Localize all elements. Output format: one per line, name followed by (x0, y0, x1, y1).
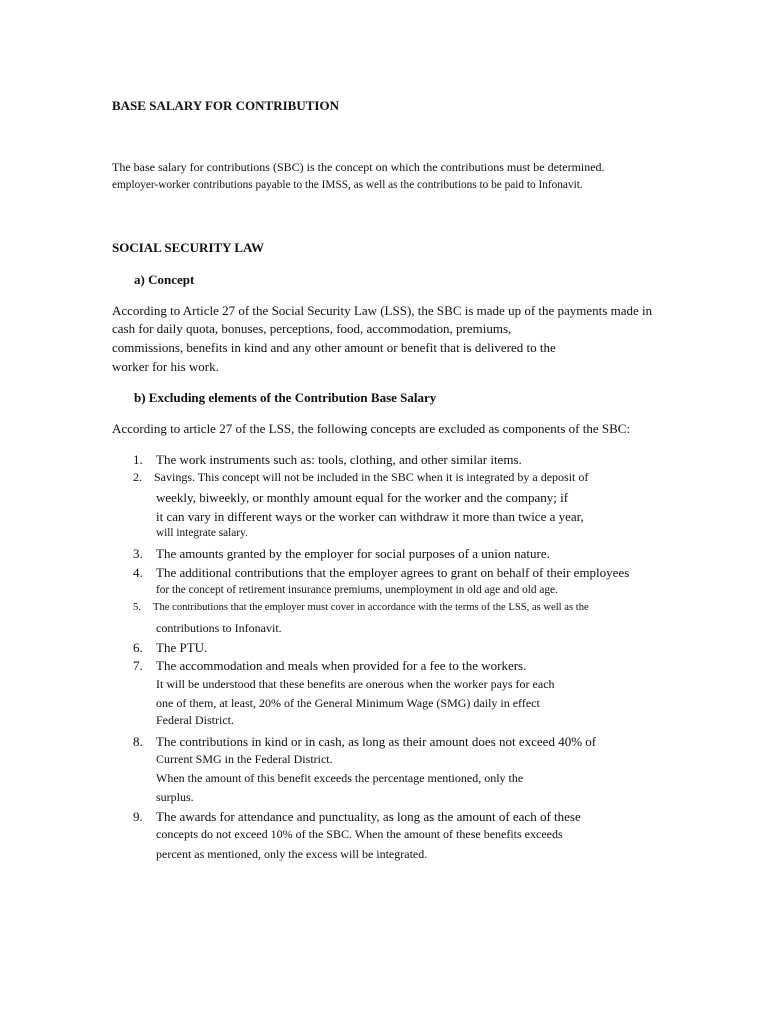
list-item-number: 6. (133, 640, 143, 655)
list-item-line: The awards for attendance and punctuality, as long as the amount of each of these (156, 809, 581, 824)
list-item-number: 4. (133, 565, 143, 580)
list-item-line: The work instruments such as: tools, clothing, and other similar items. (156, 452, 522, 467)
list-item-line: The contributions that the employer must cover in accordance with the terms of the LSS, as well as the (153, 602, 589, 613)
list-item-line: contributions to Infonavit. (156, 621, 282, 635)
concept-line-1: According to Article 27 of the Social Security Law (LSS), the SBC is made up of the payments made in (112, 303, 653, 318)
intro-line-1: The base salary for contributions (SBC) is the concept on which the contributions must be determined. (112, 160, 605, 174)
list-item-line: Savings. This concept will not be included in the SBC when it is integrated by a deposit of (154, 470, 589, 484)
concept-line-3: commissions, benefits in kind and any other amount or benefit that is delivered to the (112, 340, 556, 355)
list-item-line: concepts do not exceed 10% of the SBC. When the amount of these benefits exceeds (156, 827, 563, 841)
list-item-line: percent as mentioned, only the excess will be integrated. (156, 847, 428, 861)
list-item-line: Current SMG in the Federal District. (156, 752, 333, 766)
list-item-line: it can vary in different ways or the worker can withdraw it more than twice a year, (156, 509, 584, 524)
list-item-line: The accommodation and meals when provided for a fee to the workers. (156, 658, 527, 673)
list-item-line: The contributions in kind or in cash, as long as their amount does not exceed 40% of (156, 734, 597, 749)
list-item-line: The amounts granted by the employer for social purposes of a union nature. (156, 546, 550, 561)
list-item-number: 2. (133, 470, 142, 484)
intro-line-2: employer-worker contributions payable to the IMSS, as well as the contributions to be paid to Infonavit. (112, 179, 583, 191)
list-item-number: 8. (133, 734, 143, 749)
list-item-line: It will be understood that these benefits are onerous when the worker pays for each (156, 677, 555, 691)
list-item-line: for the concept of retirement insurance premiums, unemployment in old age and old age. (156, 584, 558, 596)
concept-line-2: cash for daily quota, bonuses, perceptions, food, accommodation, premiums, (112, 321, 512, 336)
list-item-line: When the amount of this benefit exceeds the percentage mentioned, only the (156, 771, 524, 785)
list-item-number: 3. (133, 546, 143, 561)
list-item-line: The PTU. (156, 640, 208, 655)
list-item-number: 5. (133, 602, 141, 613)
list-item-line: weekly, biweekly, or monthly amount equal for the worker and the company; if (156, 490, 569, 505)
exclusion-intro: According to article 27 of the LSS, the following concepts are excluded as components of the SBC: (112, 421, 631, 436)
list-item-line: The additional contributions that the employer agrees to grant on behalf of their employees (156, 565, 630, 580)
section-title: SOCIAL SECURITY LAW (112, 240, 264, 255)
list-item-line: Federal District. (156, 713, 234, 727)
list-item-number: 7. (133, 658, 143, 673)
list-item-number: 1. (133, 452, 143, 467)
list-item-line: surplus. (156, 790, 194, 804)
concept-line-4: worker for his work. (112, 359, 219, 374)
document-title: BASE SALARY FOR CONTRIBUTION (112, 98, 339, 113)
list-item-line: one of them, at least, 20% of the General Minimum Wage (SMG) daily in effect (156, 696, 540, 710)
subsection-b-heading: b) Excluding elements of the Contribution Base Salary (134, 390, 437, 405)
list-item-line: will integrate salary. (156, 527, 248, 539)
subsection-a-heading: a) Concept (134, 272, 195, 287)
list-item-number: 9. (133, 809, 143, 824)
